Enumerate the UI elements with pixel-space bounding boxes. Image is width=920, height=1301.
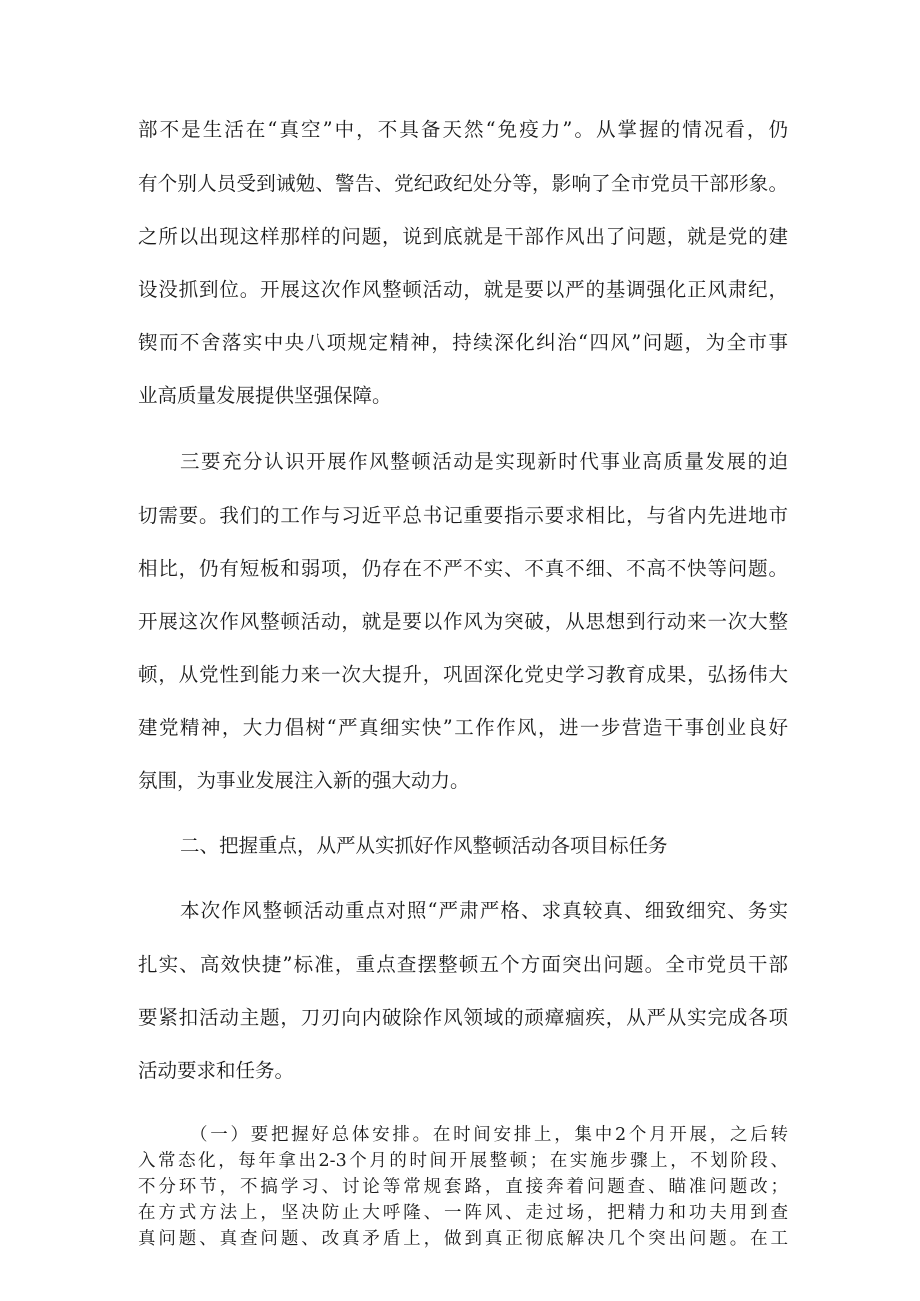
- paragraph-line: 真问题、真查问题、改真矛盾上，做到真正彻底解决几个突出问题。在工: [138, 1229, 788, 1249]
- paragraph-line: 本次作风整顿活动重点对照“严肃严格、求真较真、细致细究、务实: [180, 899, 788, 922]
- paragraph-line: 相比，仍有短板和弱项，仍存在不严不实、不真不细、不高不快等问题。: [138, 557, 788, 580]
- paragraph-line: 设没抓到位。开展这次作风整顿活动，就是要以严的基调强化正风肃纪，: [138, 278, 788, 301]
- paragraph-line: （一）要把握好总体安排。在时间安排上，集中2个月开展，之后转: [190, 1125, 788, 1145]
- paragraph-line: 有个别人员受到诫勉、警告、党纪政纪处分等，影响了全市党员干部形象。: [138, 172, 788, 195]
- paragraph-line: 扎实、高效快捷”标准，重点查摆整顿五个方面突出问题。全市党员干部: [138, 953, 788, 976]
- paragraph-line: 要紧扣活动主题，刀刃向内破除作风领域的顽瘴痼疾，从严从实完成各项: [138, 1006, 788, 1029]
- paragraph-line: 活动要求和任务。: [138, 1059, 295, 1082]
- paragraph-line: 顿，从党性到能力来一次大提升，巩固深化党史学习教育成果，弘扬伟大: [138, 663, 788, 686]
- paragraph-line: 在方式方法上，坚决防止大呼隆、一阵风、走过场，把精力和功夫用到查: [138, 1203, 788, 1223]
- paragraph-line: 氛围，为事业发展注入新的强大动力。: [138, 769, 470, 792]
- paragraph-line: 锲而不舍落实中央八项规定精神，持续深化纠治“四风”问题，为全市事: [138, 331, 788, 354]
- paragraph-line: 三要充分认识开展作风整顿活动是实现新时代事业高质量发展的迫: [180, 450, 788, 473]
- paragraph-line: 不分环节，不搞学习、讨论等常规套路，直接奔着问题查、瞄准问题改；: [138, 1177, 788, 1197]
- paragraph-line: 部不是生活在“真空”中，不具备天然“免疫力”。从掌握的情况看，仍: [138, 118, 788, 141]
- paragraph-line: 入常态化，每年拿出2-3个月的时间开展整顿；在实施步骤上，不划阶段、: [138, 1151, 788, 1171]
- paragraph-line: 业高质量发展提供坚强保障。: [138, 384, 392, 407]
- paragraph-line: 建党精神，大力倡树“严真细实快”工作作风，进一步营造干事创业良好: [138, 716, 788, 739]
- paragraph-line: 之所以出现这样那样的问题，说到底就是干部作风出了问题，就是党的建: [138, 225, 788, 248]
- paragraph-line: 切需要。我们的工作与习近平总书记重要指示要求相比，与省内先进地市: [138, 504, 788, 527]
- section-heading: 二、把握重点，从严从实抓好作风整顿活动各项目标任务: [180, 834, 668, 857]
- paragraph-line: 开展这次作风整顿活动，就是要以作风为突破，从思想到行动来一次大整: [138, 610, 788, 633]
